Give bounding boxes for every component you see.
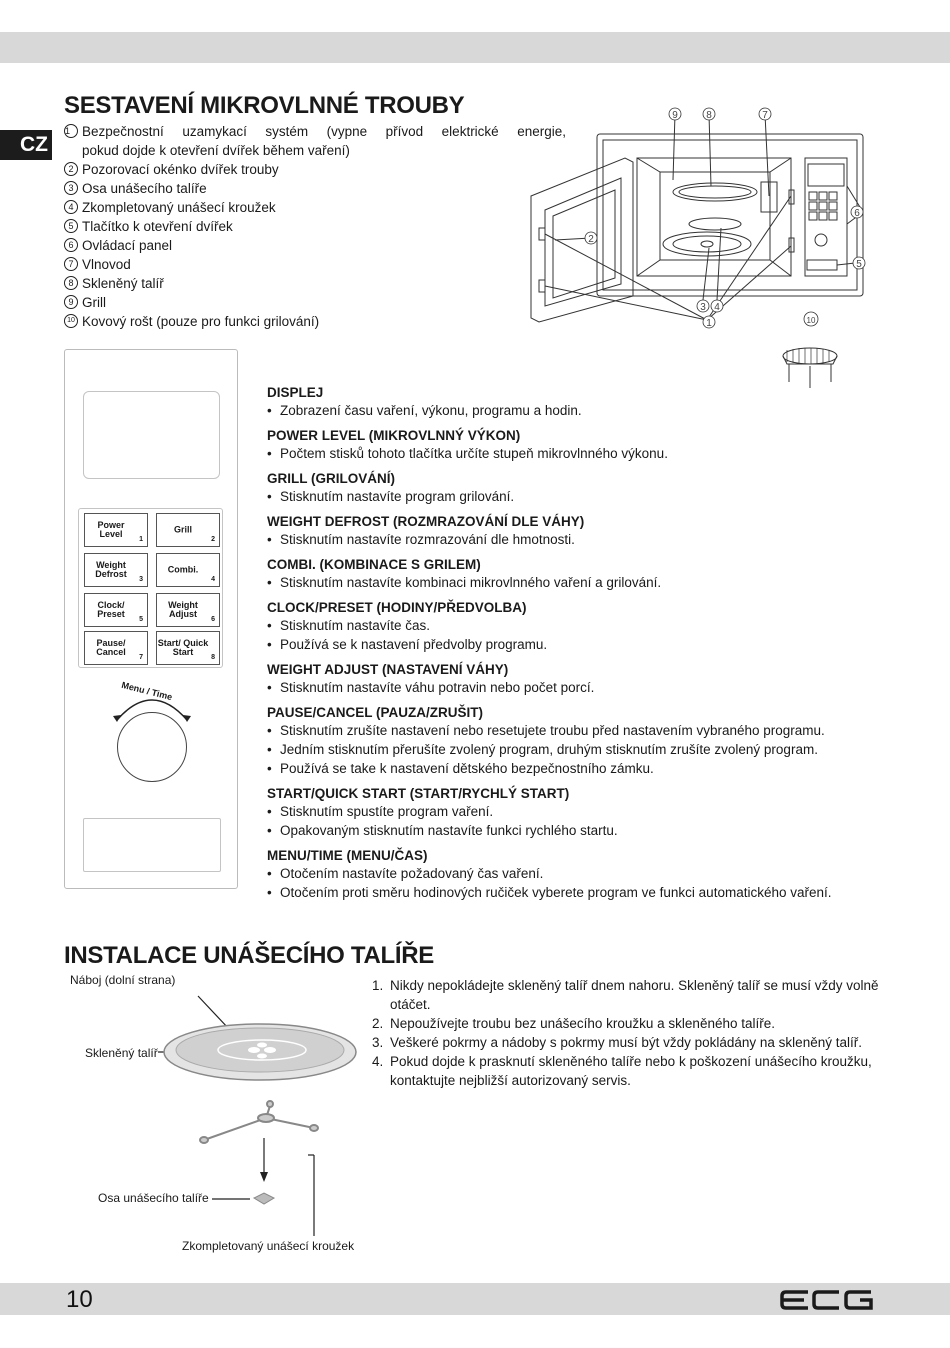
brand-text: ECG bbox=[780, 1289, 783, 1290]
desc-heading: POWER LEVEL (MIKROVLNNÝ VÝKON) bbox=[267, 428, 521, 443]
knob-label: Menu / Time bbox=[120, 679, 174, 703]
callout-3: 3 bbox=[700, 302, 706, 313]
desc-heading: START/QUICK START (START/RYCHLÝ START) bbox=[267, 786, 570, 801]
parts-item-9: 9 Grill bbox=[64, 293, 566, 312]
panel-button-weight-adjust: Weight Adjust 6 bbox=[156, 593, 220, 627]
install-step-1: 1. Nikdy nepokládejte skleněný talíř dnem nahoru. Skleněný talíř se musí vždy volně otáčet. bbox=[372, 978, 879, 1012]
panel-button-combi: Combi. 4 bbox=[156, 553, 220, 587]
microwave-diagram bbox=[525, 100, 875, 400]
panel-button-power-level: Power Level 1 bbox=[84, 513, 148, 547]
panel-button-start: Start/ Quick Start 8 bbox=[156, 631, 220, 665]
parts-list bbox=[64, 122, 566, 331]
callout-5: 5 bbox=[856, 259, 862, 270]
door-release-area bbox=[83, 818, 221, 872]
desc-bullet: • Stisknutím nastavíte kombinaci mikrovlnného vaření a grilování. bbox=[267, 573, 887, 592]
desc-heading: GRILL (GRILOVÁNÍ) bbox=[267, 471, 395, 486]
parts-item-8: 8 Skleněný talíř bbox=[64, 274, 566, 293]
installation-steps bbox=[372, 976, 890, 1090]
header-bar bbox=[0, 32, 950, 63]
desc-heading: MENU/TIME (MENU/ČAS) bbox=[267, 848, 428, 863]
desc-bullet: • Počtem stisků tohoto tlačítka určíte stupeň mikrovlnného výkonu. bbox=[267, 444, 887, 463]
callout-7: 7 bbox=[762, 110, 768, 121]
desc-bullet: • Stisknutím nastavíte rozmrazování dle hmotnosti. bbox=[267, 530, 887, 549]
desc-bullet: • Stisknutím spustíte program vaření. bbox=[267, 802, 887, 821]
parts-item-6: 6 Ovládací panel bbox=[64, 236, 566, 255]
callout-10: 10 bbox=[806, 316, 816, 325]
desc-bullet: • Stisknutím nastavíte čas. bbox=[267, 616, 887, 635]
desc-bullet: • Stisknutím nastavíte program grilování. bbox=[267, 487, 887, 506]
label-glass-tray: Skleněný talíř bbox=[85, 1046, 158, 1060]
desc-bullet: • Používá se take k nastavení dětského bezpečnostního zámku. bbox=[267, 759, 887, 778]
install-step-3: 3. Veškeré pokrmy a nádoby s pokrmy musí být vždy pokládány na skleněný talíř. bbox=[372, 1035, 862, 1050]
panel-button-weight-defrost: Weight Defrost 3 bbox=[84, 553, 148, 587]
parts-item-7: 7 Vlnovod bbox=[64, 255, 566, 274]
desc-bullet: • Stisknutím nastavíte váhu potravin nebo počet porcí. bbox=[267, 678, 887, 697]
desc-heading: WEIGHT DEFROST (ROZMRAZOVÁNÍ DLE VÁHY) bbox=[267, 514, 585, 529]
callout-9: 9 bbox=[672, 110, 678, 121]
parts-item-5: 5 Tlačítko k otevření dvířek bbox=[64, 217, 566, 236]
desc-bullet: • Opakovaným stisknutím nastavíte funkci rychlého startu. bbox=[267, 821, 887, 840]
section-title-installation: INSTALACE UNÁŠECÍHO TALÍŘE bbox=[64, 942, 434, 969]
page-number: 10 bbox=[66, 1286, 93, 1313]
desc-heading: PAUSE/CANCEL (PAUZA/ZRUŠIT) bbox=[267, 705, 483, 720]
function-descriptions bbox=[267, 384, 887, 902]
parts-item-10: 10 Kovový rošt (pouze pro funkci grilování) bbox=[64, 312, 566, 331]
desc-bullet: • Jedním stisknutím přerušíte zvolený program, druhým stisknutím zrušíte zvolený program. bbox=[267, 740, 887, 759]
label-hub: Náboj (dolní strana) bbox=[70, 973, 176, 987]
desc-bullet: • Otočením proti směru hodinových ručiček vyberete program ve funkci automatického vaření. bbox=[267, 883, 887, 902]
desc-bullet: • Otočením nastavíte požadovaný čas vaření. bbox=[267, 864, 887, 883]
desc-heading: DISPLEJ bbox=[267, 385, 324, 400]
turntable-diagram bbox=[150, 990, 370, 1240]
panel-button-clock-preset: Clock/ Preset 5 bbox=[84, 593, 148, 627]
parts-item-1: 1 Bezpečnostní uzamykací systém (vypne přívod elektrické energie, bbox=[65, 124, 566, 139]
menu-time-knob bbox=[117, 712, 187, 782]
callout-1: 1 bbox=[706, 318, 712, 329]
parts-item-1-cont: pokud dojde k otevření dvířek během vaření) bbox=[82, 143, 350, 158]
section-title-assembly: SESTAVENÍ MIKROVLNNÉ TROUBY bbox=[64, 92, 465, 119]
callout-2: 2 bbox=[588, 234, 594, 245]
desc-heading: CLOCK/PRESET (HODINY/PŘEDVOLBA) bbox=[267, 600, 527, 615]
desc-bullet: • Stisknutím zrušíte nastavení nebo resetujete troubu před nastavením vybraného programu. bbox=[267, 721, 887, 740]
desc-bullet: • Používá se k nastavení předvolby programu. bbox=[267, 635, 887, 654]
display-window bbox=[83, 391, 220, 479]
desc-heading: COMBI. (KOMBINACE S GRILEM) bbox=[267, 557, 481, 572]
install-step-2: 2. Nepoužívejte troubu bez unášecího kroužku a skleněného talíře. bbox=[372, 1016, 775, 1031]
language-tab: CZ bbox=[0, 130, 52, 160]
callout-6: 6 bbox=[854, 208, 860, 219]
desc-heading: WEIGHT ADJUST (NASTAVENÍ VÁHY) bbox=[267, 662, 509, 677]
parts-item-4: 4 Zkompletovaný unášecí kroužek bbox=[64, 198, 566, 217]
panel-button-grill: Grill 2 bbox=[156, 513, 220, 547]
callout-8: 8 bbox=[706, 110, 712, 121]
label-roller-ring: Zkompletovaný unášecí kroužek bbox=[182, 1239, 355, 1253]
button-grid bbox=[78, 508, 223, 668]
panel-button-pause-cancel: Pause/ Cancel 7 bbox=[84, 631, 148, 665]
parts-item-3: 3 Osa unášecího talíře bbox=[64, 179, 566, 198]
install-step-4: 4. Pokud dojde k prasknutí skleněného talíře nebo k poškození unášecího kroužku, kontaktujte nejbližší autorizovaný servis. bbox=[372, 1054, 872, 1088]
desc-bullet: • Zobrazení času vaření, výkonu, programu a hodin. bbox=[267, 401, 887, 420]
ecg-logo-icon bbox=[780, 1289, 874, 1311]
parts-item-2: 2 Pozorovací okénko dvířek trouby bbox=[64, 160, 566, 179]
label-shaft: Osa unášecího talíře bbox=[98, 1191, 209, 1205]
control-panel-illustration bbox=[64, 349, 238, 889]
callout-4: 4 bbox=[714, 302, 720, 313]
